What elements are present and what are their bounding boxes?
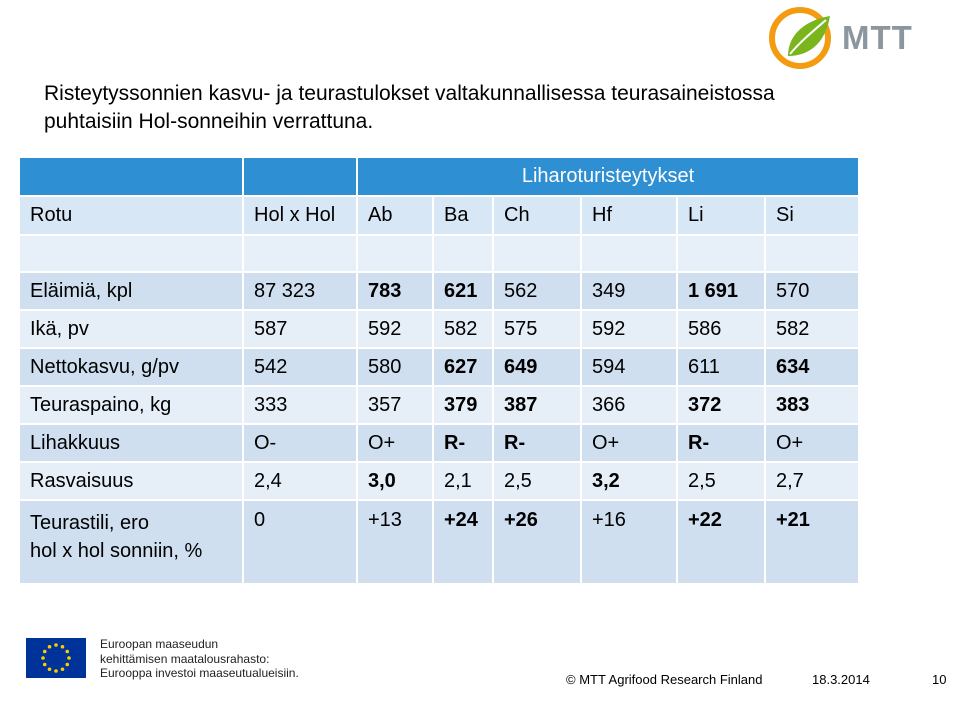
table-cell: O+ [358,425,432,461]
table-cell: 582 [766,311,858,347]
group-header-cell: Liharoturisteytykset [358,158,858,195]
slide-title [44,80,924,136]
table-cell: 2,5 [494,463,580,499]
eu-star-icon [54,643,58,647]
empty-cell [678,236,764,271]
table-cell: 2,1 [434,463,492,499]
column-header: Hf [582,197,676,234]
empty-cell [766,236,858,271]
row-label: Lihakkuus [20,425,242,461]
eu-star-icon [48,645,52,649]
eu-text-line-1: Euroopan maaseudun [100,637,219,651]
empty-cell [20,236,242,271]
table-cell: 570 [766,273,858,309]
table-cell: 2,7 [766,463,858,499]
column-header: Si [766,197,858,234]
table-cell: +24 [434,501,492,583]
table-cell: 357 [358,387,432,423]
eu-star-icon [61,667,65,671]
eu-star-icon [65,663,69,667]
table-cell: 333 [244,387,356,423]
row-label: Rasvaisuus [20,463,242,499]
copyright-text: © MTT Agrifood Research Finland [566,672,763,687]
table-cell: 627 [434,349,492,385]
table-cell: 379 [434,387,492,423]
column-header-row [20,197,858,234]
table-cell: R- [678,425,764,461]
group-header-row [20,158,858,195]
eu-text-line-2: kehittämisen maatalousrahasto: [100,651,270,666]
table-cell: 592 [582,311,676,347]
table-body [20,273,858,583]
row-label [20,501,242,583]
title-line-1: Risteytyssonnien kasvu- ja teurastulokset valtakunnallisessa teurasaineistossa [44,82,775,105]
empty-cell [582,236,676,271]
table-cell: R- [494,425,580,461]
row-label-line-1: Teurastili, ero [30,512,149,534]
table-row [20,463,858,499]
spacer-row [20,236,858,271]
table-cell: 594 [582,349,676,385]
logo-wordmark: MTT [842,19,913,56]
eu-star-icon [43,650,47,654]
table-cell: 582 [434,311,492,347]
empty-cell [494,236,580,271]
table-cell: 649 [494,349,580,385]
header-blank-cell [244,158,356,195]
date-text: 18.3.2014 [812,672,870,687]
page-number: 10 [932,672,947,687]
table-cell: O- [244,425,356,461]
row-label-line-2: hol x hol sonniin, % [30,540,203,562]
eu-star-icon [61,645,65,649]
header-blank-cell [20,158,242,195]
table-cell: 366 [582,387,676,423]
eu-star-icon [41,656,45,660]
eu-star-icon [65,650,69,654]
empty-cell [434,236,492,271]
table-cell: 562 [494,273,580,309]
empty-cell [358,236,432,271]
eu-funding-text [100,637,299,681]
table-cell: R- [434,425,492,461]
table-cell: 3,2 [582,463,676,499]
table-cell: 634 [766,349,858,385]
table-row [20,311,858,347]
table-cell: 592 [358,311,432,347]
title-line-2: puhtaisiin Hol-sonneihin verrattuna. [44,110,374,133]
table-cell: 3,0 [358,463,432,499]
table-row [20,387,858,423]
table-row [20,501,858,583]
table-cell: 1 691 [678,273,764,309]
column-header: Ch [494,197,580,234]
row-label: Ikä, pv [20,311,242,347]
eu-flag-icon [26,638,86,678]
table-cell: 611 [678,349,764,385]
eu-star-icon [48,667,52,671]
table-cell: 580 [358,349,432,385]
table-cell: 0 [244,501,356,583]
table-cell: 349 [582,273,676,309]
table-row [20,425,858,461]
table-cell: O+ [766,425,858,461]
eu-star-icon [43,663,47,667]
table-cell: 587 [244,311,356,347]
table-cell: O+ [582,425,676,461]
column-header: Ba [434,197,492,234]
table-cell: +13 [358,501,432,583]
table-cell: 372 [678,387,764,423]
table-row [20,273,858,309]
eu-star-icon [54,669,58,673]
column-header: Ab [358,197,432,234]
column-header: Hol x Hol [244,197,356,234]
table-cell: 387 [494,387,580,423]
table-cell: +21 [766,501,858,583]
results-table [18,156,860,585]
row-label: Teuraspaino, kg [20,387,242,423]
table-row [20,349,858,385]
table-cell: +16 [582,501,676,583]
column-header: Li [678,197,764,234]
row-label: Nettokasvu, g/pv [20,349,242,385]
empty-cell [244,236,356,271]
table-cell: 586 [678,311,764,347]
table-cell: 575 [494,311,580,347]
table-cell: +22 [678,501,764,583]
table-cell: 2,5 [678,463,764,499]
column-header: Rotu [20,197,242,234]
row-label: Eläimiä, kpl [20,273,242,309]
eu-text-line-3: Eurooppa investoi maaseutualueisiin. [100,666,299,680]
table-cell: 542 [244,349,356,385]
table-cell: 2,4 [244,463,356,499]
table-cell: 383 [766,387,858,423]
table-cell: 783 [358,273,432,309]
eu-star-icon [67,656,71,660]
table-cell: 621 [434,273,492,309]
table-cell: 87 323 [244,273,356,309]
table-cell: +26 [494,501,580,583]
